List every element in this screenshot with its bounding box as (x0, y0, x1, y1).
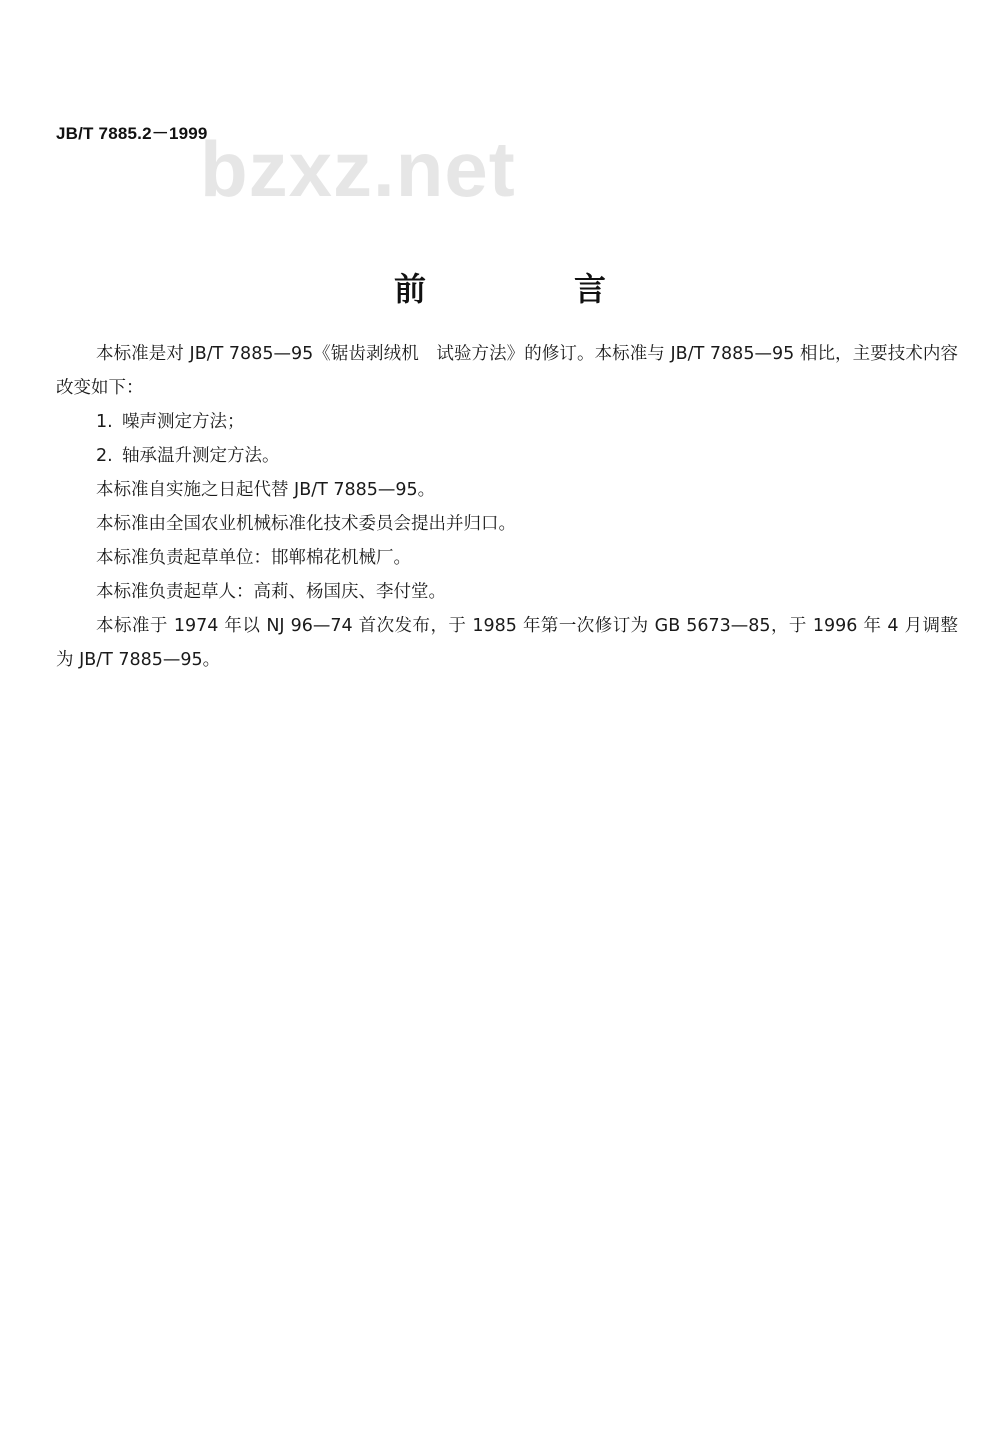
foreword-body (56, 337, 958, 677)
paragraph-proposer: 本标准由全国农业机械标准化技术委员会提出并归口。 (96, 514, 516, 534)
list-item-number: 2. (96, 446, 113, 466)
paragraph-drafting-unit: 本标准负责起草单位：邯郸棉花机械厂。 (96, 548, 411, 568)
paragraph-drafters: 本标准负责起草人：高莉、杨国庆、李付堂。 (96, 582, 446, 602)
paragraph-history: 本标准于 1974 年以 NJ 96—74 首次发布，于 1985 年第一次修订为 GB 5673—85，于 1996 年 4 月调整为 JB/T 7885—95。 (56, 616, 958, 670)
list-item-text: 噪声测定方法； (122, 412, 245, 432)
list-item (56, 405, 958, 439)
paragraph-replacement: 本标准自实施之日起代替 JB/T 7885—95。 (96, 480, 436, 500)
standard-number: JB/T 7885.2－1999 (56, 124, 208, 143)
page-title: 前 言 (393, 270, 664, 308)
list-item-number: 1. (96, 412, 113, 432)
paragraph-revision: 本标准是对 JB/T 7885—95《锯齿剥绒机 试验方法》的修订。本标准与 JB/T 7885—95 相比，主要技术内容改变如下： (56, 344, 958, 398)
list-item (56, 439, 958, 473)
list-item-text: 轴承温升测定方法。 (122, 446, 280, 466)
watermark-text: bzxz.net (200, 125, 516, 213)
